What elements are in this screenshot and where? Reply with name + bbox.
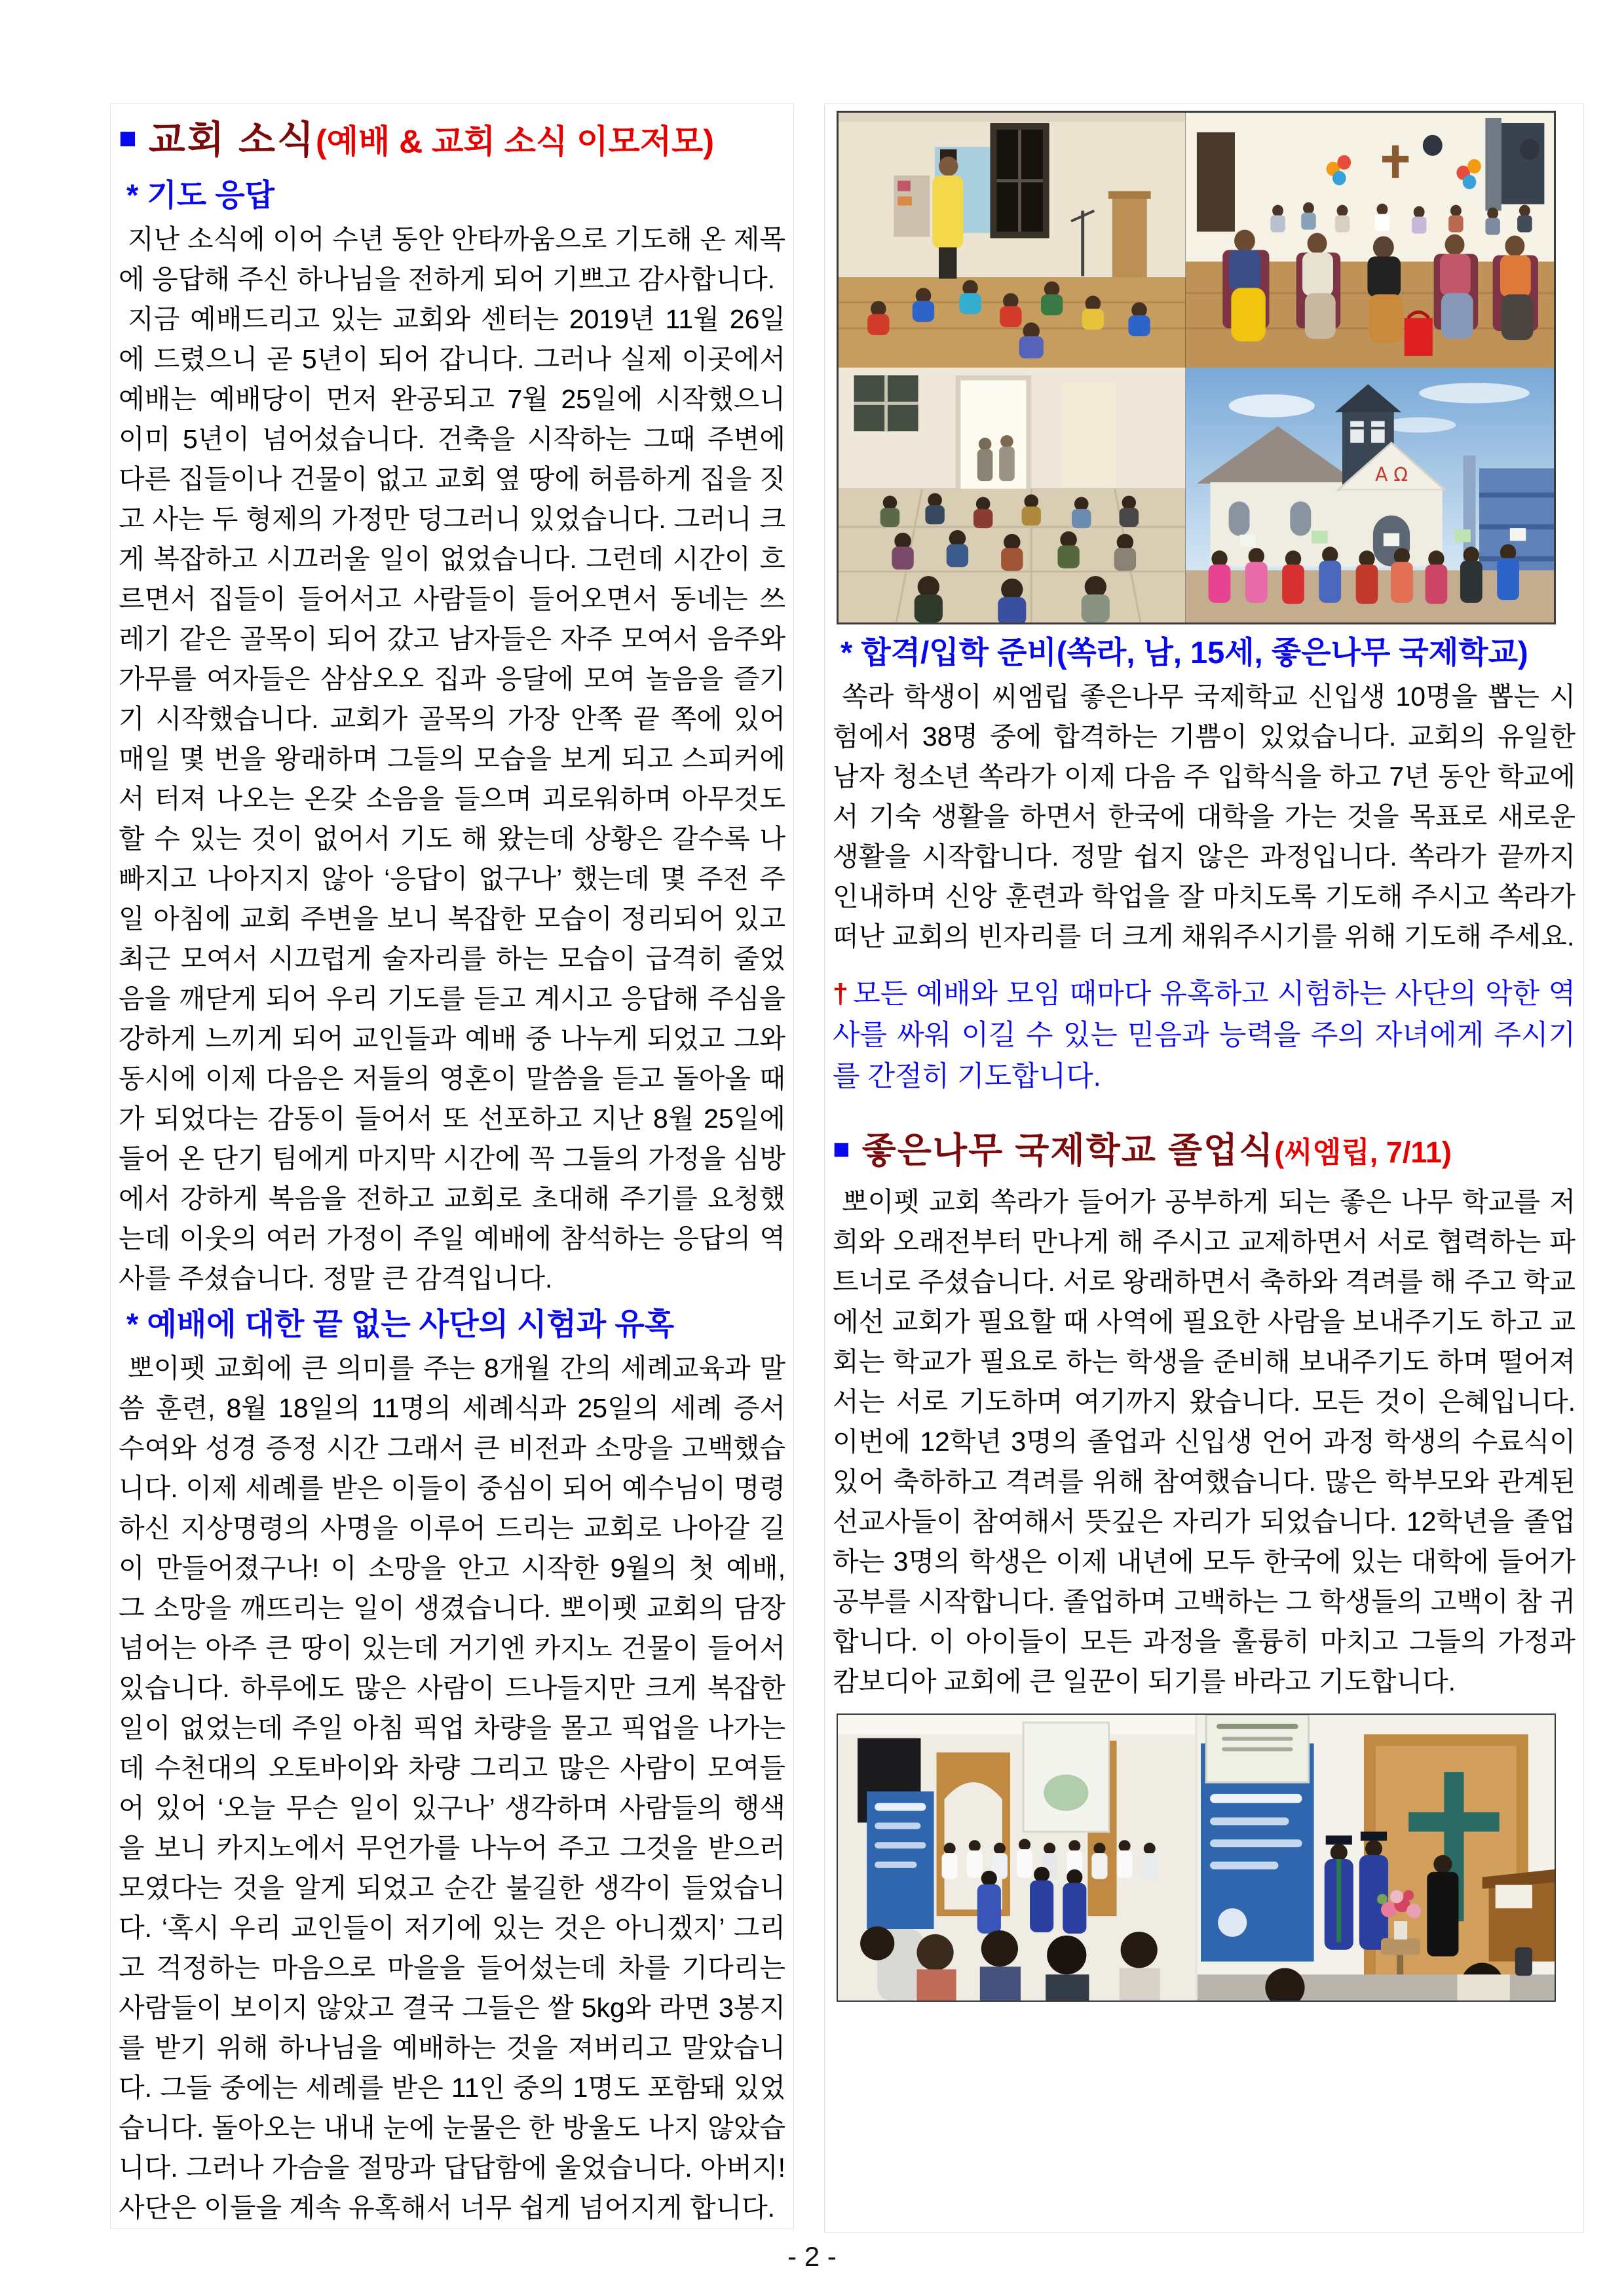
prayer-answer-paragraph-1: 지난 소식에 이어 수년 동안 안타까움으로 기도해 온 제목에 응답해 주신 하나님을 전하게 되어 기쁘고 감사합니다. xyxy=(119,224,785,294)
page-title-paren: (예배 & 교회 소식 이모저모) xyxy=(316,123,715,160)
graduation-paragraph: 뽀이펫 교회 쏙라가 들어가 공부하게 되는 좋은 나무 학교를 저희와 오래전부터 만나게 해 주시고 교제하면서 서로 협력하는 파트너로 주셨습니다. 서로 왕래하면서 축하와 격려를 해 주고 학교에선 교회가 필요할 때 사역에 필요한 사람을 보내주기도 하고 교회는 학교가 필요로 하는 학생을 준비해 보내주기도 하며 떨어져서는 서로 기도하며 여기까지 왔습니다. 모든 것이 은혜입니다. 이번에 12학년 3명의 졸업과 신입생 언어 과정 학생의 수료식이 있어 축하하고 격려를 위해 참여했습니다. 많은 학부모와 관계된 선교사들이 참여해서 뜻깊은 자리가 되었습니다. 12학년을 졸업하는 3명의 학생은 이제 내년에 모두 한국에 있는 대학에 들어가 공부를 시작합니다. 졸업하며 고백하는 그 학생들의 고백이 참 귀합니다. 이 아이들이 모든 과정을 훌륭히 마치고 그들의 가정과 캄보디아 교회에 큰 일꾼이 되기를 바라고 기도합니다. xyxy=(833,1187,1576,1696)
photo-children-praying xyxy=(839,368,1186,622)
section-heading-admission: * 합격/입학 준비(쏙라, 남, 15세, 좋은나무 국제학교) xyxy=(840,635,1528,670)
prayer-request-text: 모든 예배와 모임 때마다 유혹하고 시험하는 사단의 악한 역사를 싸워 이길 수 있는 믿음과 능력을 주의 자녀에게 주시기를 간절히 기도합니다. xyxy=(833,978,1576,1092)
photo-graduation-ceremony-image xyxy=(838,1715,1555,2000)
prayer-request xyxy=(833,974,1576,1098)
graduation-heading-paren: (씨엠립, 7/11) xyxy=(1274,1136,1452,1169)
blue-square-bullet: ■ xyxy=(833,1133,850,1165)
blue-square-bullet: ■ xyxy=(119,121,137,155)
page-number: - 2 - xyxy=(787,2241,837,2272)
cross-icon: † xyxy=(833,978,850,1010)
graduation-heading-main: 좋은나무 국제학교 졸업식 xyxy=(861,1131,1275,1170)
photo-congregation-image xyxy=(1186,113,1554,368)
section-heading-graduation xyxy=(833,1124,1576,1178)
temptation-paragraph: 뽀이펫 교회에 큰 의미를 주는 8개월 간의 세례교육과 말씀 훈련, 8월 18일의 11명의 세례식과 25일의 세례 증서 수여와 성경 증정 시간 그래서 큰 비전과 소망을 고백했습니다. 이제 세례를 받은 이들이 중심이 되어 예수님이 명령하신 지상명령의 사명을 이루어 드리는 교회로 나아갈 길이 만들어졌구나! 이 소망을 안고 시작한 9월의 첫 예배, 그 소망을 깨뜨리는 일이 생겼습니다. 뽀이펫 교회의 담장 넘어는 아주 큰 땅이 있는데 거기엔 카지노 건물이 들어서 있습니다. 하루에도 많은 사람이 드나들지만 크게 복잡한 일이 없었는데 주일 아침 픽업 차량을 몰고 픽업을 나가는데 수천대의 오토바이와 차량 그리고 많은 사람이 모여들어 있어 ‘오늘 무슨 일이 있구나’ 생각하며 사람들의 행색을 보니 카지노에서 무언가를 나누어 주고 그것을 받으러 모였다는 것을 알게 되었고 순간 불길한 생각이 들었습니다. ‘혹시 우리 교인들이 저기에 있는 것은 아니겠지’ 그리고 걱정하는 마음으로 마을을 들어섰는데 차를 기다리는 사람들이 보이지 않았고 결국 그들은 쌀 5kg와 라면 3봉지를 받기 위해 하나님을 예배하는 것을 져버리고 말았습니다. 그들 중에는 세례를 받은 11인 중의 1명도 포함돼 있었습니다. 돌아오는 내내 눈에 눈물은 한 방울도 나지 않았습니다. 그러나 가슴을 절망과 답답함에 울었습니다. 아버지! 사단은 이들을 계속 유혹해서 너무 쉽게 넘어지게 합니다. xyxy=(119,1353,785,2223)
church-photo-grid xyxy=(837,111,1556,624)
photo-church-exterior xyxy=(1186,368,1554,622)
right-column xyxy=(824,104,1584,2233)
photo-children-praying-image xyxy=(839,368,1186,622)
page-title-main: 교회 소식 xyxy=(148,119,316,161)
prayer-answer-paragraph-2: 지금 예배드리고 있는 교회와 센터는 2019년 11월 26일에 드렸으니 곧 5년이 되어 갑니다. 그러나 실제 이곳에서 예배는 예배당이 먼저 완공되고 7월 25일에 시작했으니 이미 5년이 넘어섰습니다. 건축을 시작하는 그때 주변에 다른 집들이나 건물이 없고 교회 옆 땅에 허름하게 집을 짓고 사는 두 형제의 가정만 덩그러니 있었습니다. 그러니 크게 복잡하고 시끄러울 일이 없었습니다. 그런데 시간이 흐르면서 집들이 들어서고 사람들이 들어오면서 동네는 쓰레기 같은 골목이 되어 갔고 남자들은 자주 모여서 음주와 가무를 여자들은 삼삼오오 집과 응달에 모여 놀음을 즐기기 시작했습니다. 교회가 골목의 가장 안쪽 끝 쪽에 있어 매일 몇 번을 왕래하며 그들의 모습을 보게 되고 스피커에서 터져 나오는 온갖 소음을 들으며 괴로워하며 아무것도 할 수 있는 것이 없어서 기도 해 왔는데 상황은 갈수록 나빠지고 나아지지 않아 ‘응답이 없구나’ 했는데 몇 주전 주일 아침에 교회 주변을 보니 복잡한 모습이 정리되어 있고 최근 모여서 시끄럽게 술자리를 하는 모습이 급격히 줄었음을 깨닫게 되어 우리 기도를 듣고 계시고 응답해 주심을 강하게 느끼게 되어 교인들과 예배 중 나누게 되었고 그와 동시에 이제 다음은 저들의 영혼이 말씀을 듣고 돌아올 때가 되었다는 감동이 들어서 또 선포하고 지난 8월 25일에 들어 온 단기 팀에게 마지막 시간에 꼭 그들의 가정을 심방에서 강하게 복음을 전하고 교회로 초대해 주기를 요청했는데 이웃의 여러 가정이 주일 예배에 참석하는 응답의 역사를 주셨습니다. 정말 큰 감격입니다. xyxy=(119,304,785,1293)
admission-paragraph: 쏙라 학생이 씨엠립 좋은나무 국제학교 신입생 10명을 뽑는 시험에서 38명 중에 합격하는 기쁨이 있었습니다. 교회의 유일한 남자 청소년 쏙라가 이제 다음 주 입학식을 하고 7년 동안 학교에서 기숙 생활을 하면서 한국에 대학을 가는 것을 목표로 새로운 생활을 시작합니다. 정말 쉽지 않은 과정입니다. 쏙라가 끝까지 인내하며 신앙 훈련과 학업을 잘 마치도록 기도해 주시고 쏙라가 떠난 교회의 빈자리를 더 크게 채워주시기를 위해 기도해 주세요. xyxy=(833,681,1576,951)
photo-children-indoor xyxy=(839,113,1186,368)
section-heading-temptation: * 예배에 대한 끝 없는 사단의 시험과 유혹 xyxy=(126,1307,675,1341)
page-title xyxy=(119,109,785,170)
photo-children-indoor-image xyxy=(839,113,1186,368)
svg-text:Α Ω: Α Ω xyxy=(1374,463,1408,486)
photo-graduation-ceremony xyxy=(837,1713,1556,2002)
section-heading-prayer-answer: * 기도 응답 xyxy=(126,178,275,212)
photo-church-exterior-image xyxy=(1186,368,1554,622)
left-column xyxy=(110,104,794,2229)
photo-congregation xyxy=(1186,113,1554,368)
